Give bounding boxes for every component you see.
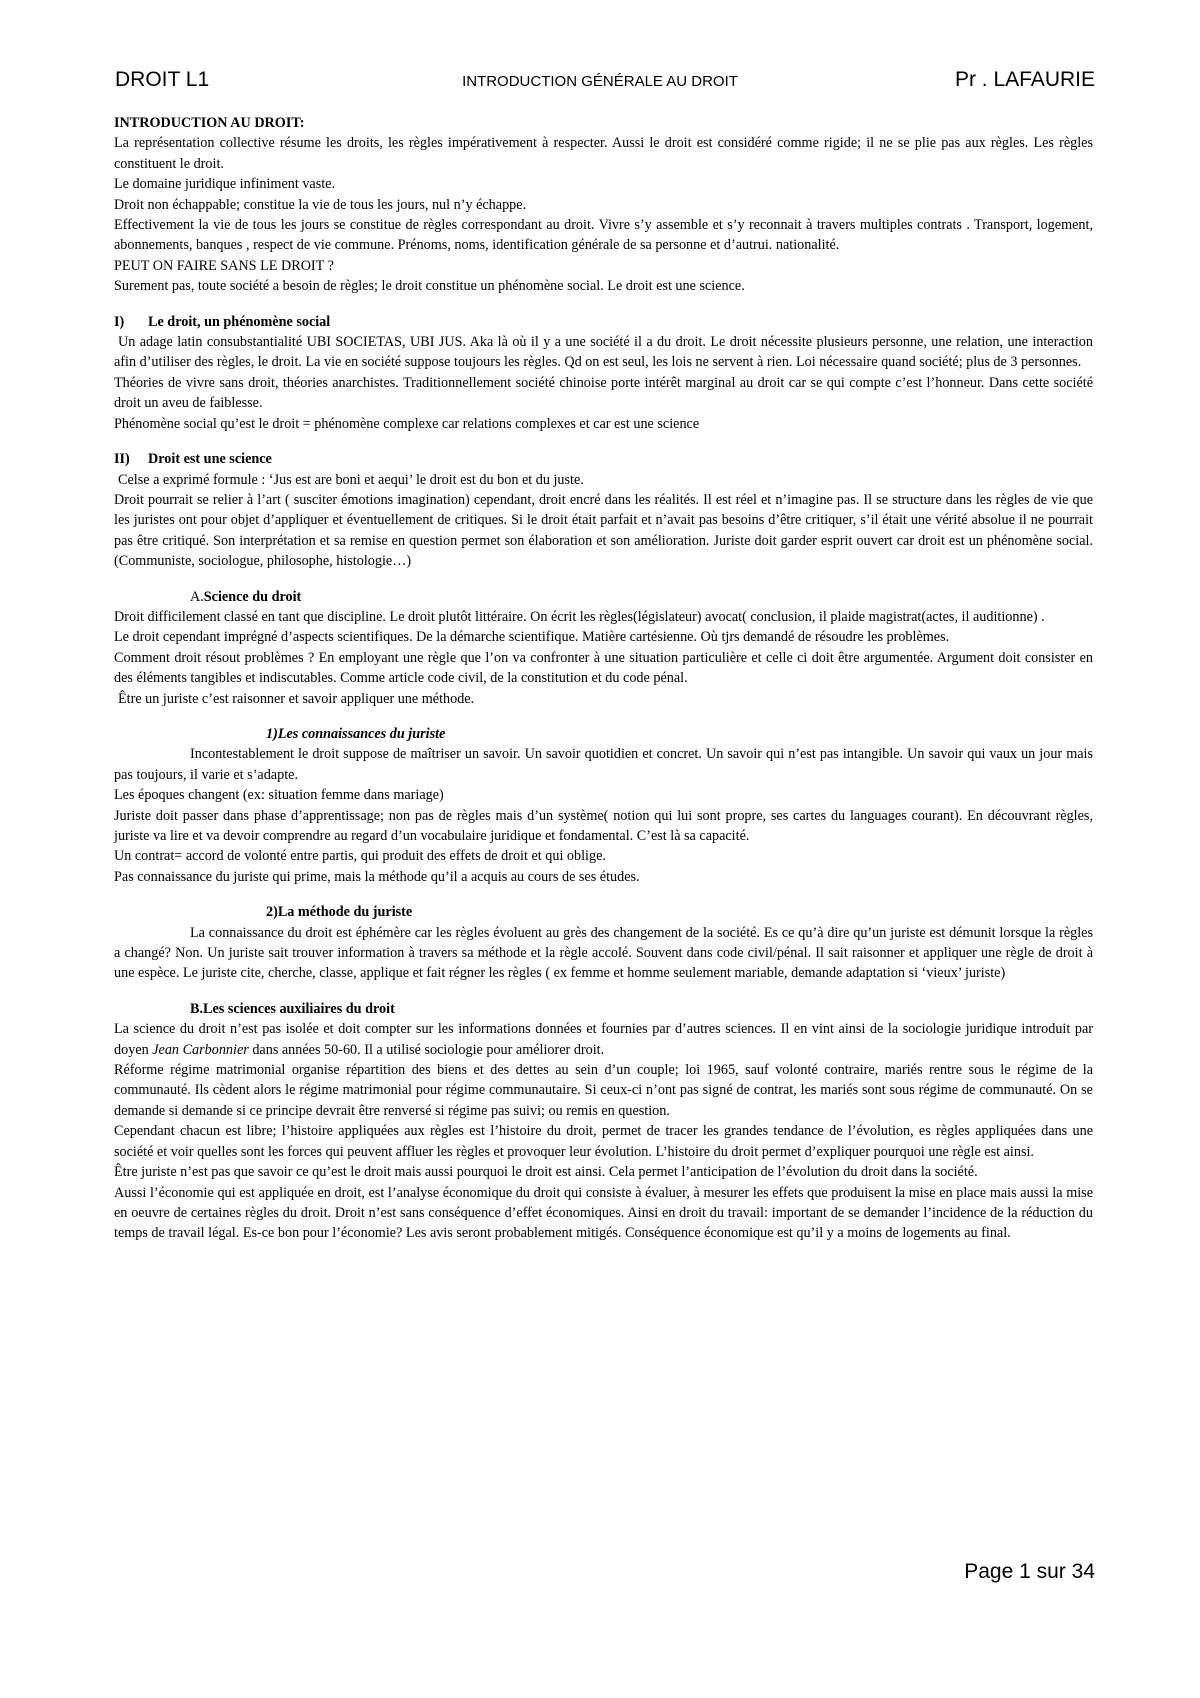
subsection-paragraph: Droit difficilement classé en tant que discipline. Le droit plutôt littéraire. On écrit les règles(législateur) avocat( conclusion, il plaide magistrat(actes, il auditionne) .: [114, 608, 1045, 625]
page-number: Page 1 sur 34: [964, 1560, 1095, 1583]
subsection-paragraph: Réforme régime matrimonial organise répartition des biens et des dettes au sein d’un couple; loi 1965, sauf volonté contraire, mariés rentre sous le régime de la communauté. Ils cèdent alors le régime matrimonial pour régime communautaire. Si ceux-ci n’ont pas signé de contrat, les mariés sont sous régime de communauté. On se demande si demande si ce principe devrait être renversé si régime pas suivi; ou remis en question.: [114, 1062, 1093, 1119]
subsection-paragraph: [114, 1019, 1093, 1060]
section-number: II): [114, 451, 130, 468]
author-name: Jean Carbonnier: [152, 1041, 249, 1058]
subsubsection-heading: 1)Les connaissances du juriste: [266, 725, 446, 742]
subsection-letter: A.: [190, 588, 204, 605]
header-title: INTRODUCTION GÉNÉRALE AU DROIT: [462, 73, 738, 90]
subsubsection-heading: 2)La méthode du juriste: [266, 904, 413, 921]
subsection-paragraph: Aussi l’économie qui est appliquée en droit, est l’analyse économique du droit qui consiste à évaluer, à mesurer les effets que produisent la mise en place mais aussi la mise en oeuvre de certaines règles du droit. Droit n’est sans conséquence d’effet économiques. Ainsi en droit du travail: important de se demander l’incidence de la réduction du temps de travail légal. Es-ce bon pour l’économie? Les avis seront probablement mitigés. Conséquence économique est qu’il y a moins de logements au final.: [114, 1184, 1093, 1242]
section-paragraph: Un adage latin consubstantialité UBI SOCIETAS, UBI JUS. Aka là où il y a une société il a du droit. Le droit nécessite plusieurs personne, une relation, une interaction afin d’utiliser des règles, le droit. La vie en société suppose toujours les règles. Qd on est seul, les lois ne servent à rien. Loi nécessaire quand société; plus de 3 personnes.: [114, 334, 1093, 371]
section-number: I): [114, 313, 125, 330]
header-professor: Pr . LAFAURIE: [954, 68, 1095, 91]
intro-paragraph: La représentation collective résume les droits, les règles impérativement à respecter. Aussi le droit est considéré comme rigide; il ne se plie pas aux règles. Les règles constituent le droit.: [114, 135, 1093, 172]
header-course: DROIT L1: [115, 68, 210, 91]
subsection-paragraph: Cependant chacun est libre; l’histoire appliquées aux règles est l’histoire du droit, permet de tracer les grandes tendance de l’évolution, es règles appliquées dans une société et voir quelles sont les forces qui peuvent affluer les règles et provoquer leur évolution. L’histoire du droit permet d’expliquer pourquoi une règle est ainsi.: [114, 1123, 1093, 1160]
section-paragraph: Celse a exprimé formule : ‘Jus est are boni et aequi’ le droit est du bon et du juste.: [118, 471, 584, 488]
section-paragraph: Droit pourrait se relier à l’art ( susciter émotions imagination) cependant, droit encré dans les réalités. Il est réel et n’imagine pas. Il se structure dans les règles de vie que les juristes ont pour objet d’appliquer et éventuellement de critiques. Si le droit était parfait et n’avait pas besoins d’être critiquer, s’il était une vérité absolue il ne pourrait pas être critiqué. Son interprétation et sa remise en question permet son élaboration et son amélioration. Juriste doit garder esprit ouvert car droit est un phénomène social. (Communiste, sociologue, philosophe, histologie…): [114, 491, 1093, 570]
intro-paragraph: PEUT ON FAIRE SANS LE DROIT ?: [114, 257, 334, 274]
intro-paragraph: Surement pas, toute société a besoin de règles; le droit constitue un phénomène social. Le droit est une science.: [114, 278, 745, 295]
intro-title: INTRODUCTION AU DROIT:: [114, 115, 305, 131]
subsubsection-paragraph: La connaissance du droit est éphémère car les règles évoluent au grès des changement de la société. Es ce qu’à dire qu’un juriste est démunit lorsque la règles a changé? Non. Un juriste sait trouver information à travers sa méthode et la règle accolé. Souvent dans code civil/pénal. Il sait raisonner et appliquer une règle de droit à une espèce. Le juriste cite, cherche, classe, applique et fait régner les règles ( ex femme et homme seulement mariable, demande adaptation si ‘vieux’ juriste): [114, 924, 1093, 982]
intro-paragraph: Droit non échappable; constitue la vie de tous les jours, nul n’y échappe.: [114, 196, 527, 213]
subsection-heading: [114, 587, 1093, 607]
subsection-title: Science du droit: [203, 588, 302, 605]
subsection-paragraph: Comment droit résout problèmes ? En employant une règle que l’on va confronter à une situation particulière et celle ci doit être argumentée. Argument doit consister en des éléments tangibles et indiscutables. Comme article code civil, de la constitution et du code pénal.: [114, 649, 1093, 687]
text-run: La science du droit n’est pas isolée et doit compter sur les informations données et fournies par d’autres sciences. Il en vint ainsi de la sociologie juridique introduit par doyen: [114, 1021, 1093, 1058]
section-paragraph: Phénomène social qu’est le droit = phénomène complexe car relations complexes et car est une science: [114, 415, 700, 432]
section-paragraph: Théories de vivre sans droit, théories anarchistes. Traditionnellement société chinoise porte intérêt marginal au droit car se qui compte c’est l’honneur. Dans cette société droit un aveu de faiblesse.: [114, 374, 1093, 412]
subsubsection-paragraph: Juriste doit passer dans phase d’apprentissage; non pas de règles mais d’un système( notion qui lui sont propre, ses cartes du languages courant). En découvrant règles, juriste va lire et va devoir comprendre au regard d’un vocabulaire juridique et fondamental. C’est là sa capacité.: [114, 807, 1093, 844]
text-run: dans années 50-60. Il a utilisé sociologie pour améliorer droit.: [248, 1041, 605, 1058]
subsubsection-paragraph: Incontestablement le droit suppose de maîtriser un savoir. Un savoir quotidien et concret. Un savoir qui n’est pas intangible. Un savoir qui vaux un jour mais pas toujours, il varie et s’adapte.: [114, 746, 1093, 783]
section-title: Droit est une science: [148, 451, 272, 468]
subsection-paragraph: Être un juriste c’est raisonner et savoir appliquer une méthode.: [118, 690, 475, 707]
subsubsection-paragraph: Pas connaissance du juriste qui prime, mais la méthode qu’il a acquis au cours de ses études.: [114, 868, 640, 885]
intro-paragraph: Le domaine juridique infiniment vaste.: [114, 176, 336, 193]
section-heading: [114, 312, 1093, 332]
subsubsection-paragraph: Les époques changent (ex: situation femme dans mariage): [114, 787, 444, 804]
subsection-paragraph: Être juriste n’est pas que savoir ce qu’est le droit mais aussi pourquoi le droit est ainsi. Cela permet l’anticipation de l’évolution du droit dans la société.: [114, 1164, 978, 1181]
subsection-heading: B.Les sciences auxiliaires du droit: [190, 1000, 395, 1017]
intro-paragraph: Effectivement la vie de tous les jours se constitue de règles correspondant au droit. Vivre s’y assemble et s’y reconnait à travers multiples contrats . Transport, logement, abonnements, banques , respect de vie commune. Prénoms, noms, identification générale de sa personne et d’autrui. nationalité.: [114, 217, 1093, 254]
document-body: [114, 113, 1093, 1244]
section-heading: [114, 449, 1093, 469]
subsection-paragraph: Le droit cependant imprégné d’aspects scientifiques. De la démarche scientifique. Matière cartésienne. Où tjrs demandé de résoudre les problèmes.: [114, 629, 950, 646]
section-title: Le droit, un phénomène social: [148, 313, 331, 330]
subsubsection-paragraph: Un contrat= accord de volonté entre partis, qui produit des effets de droit et qui oblige.: [114, 848, 606, 865]
